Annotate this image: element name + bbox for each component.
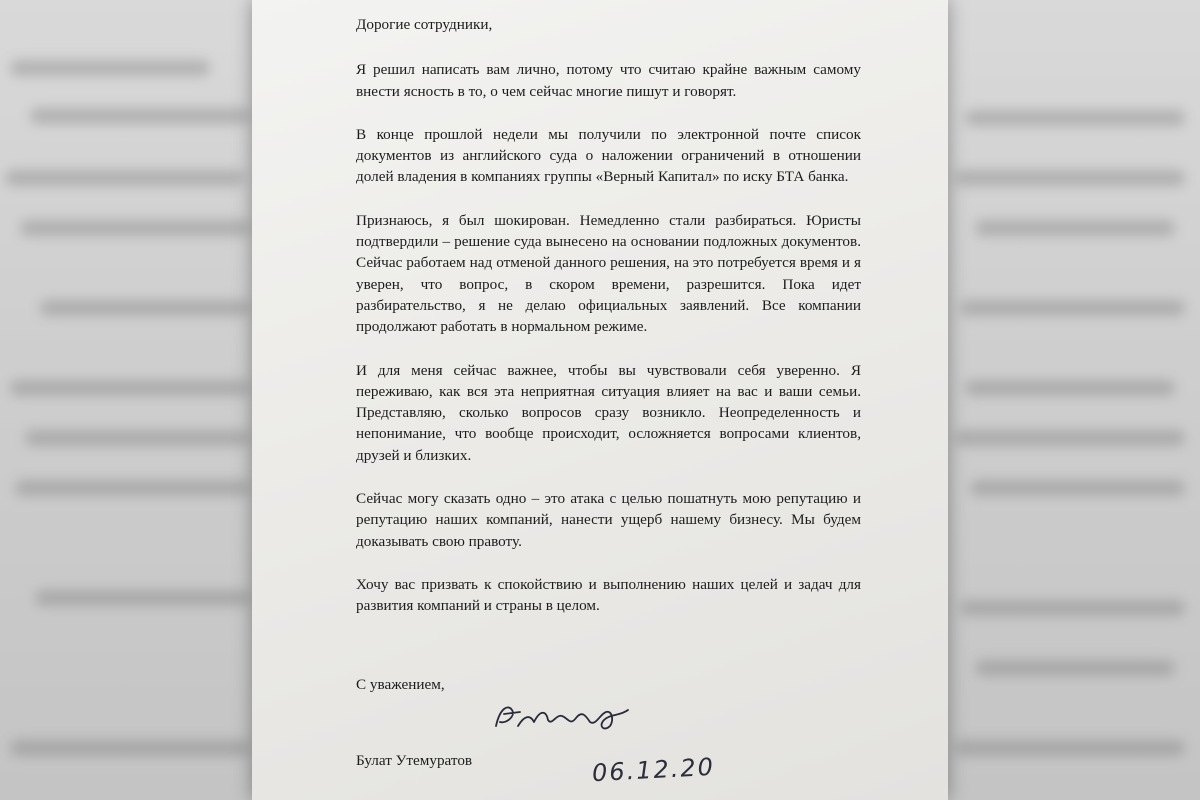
letter-paragraph-4: И для меня сейчас важнее, чтобы вы чувствовали себя уверенно. Я переживаю, как вся эта неприятная ситуация влияет на вас и ваши семьи. Представляю, сколько вопросов сразу возникло. Неопределенность и непонимание, что вообще происходит, осложняется вопросами клиентов, друзей и близких. xyxy=(356,361,861,464)
letter-closing: С уважением, xyxy=(356,676,445,693)
letter-paragraph-1: Я решил написать вам лично, потому что считаю крайне важным самому внести ясность в то, о чем сейчас многие пишут и говорят. xyxy=(356,61,861,100)
letter-paragraph-5: Сейчас могу сказать одно – это атака с целью пошатнуть мою репутацию и репутацию наших компаний, нанести ущерб нашему бизнесу. Мы будем доказывать свою правоту. xyxy=(356,490,861,550)
handwritten-signature xyxy=(490,696,640,736)
letter-paragraph-2: В конце прошлой недели мы получили по электронной почте список документов из английского суда о наложении ограничений в отношении долей владения в компаниях группы «Верный Капитал» по иску БТА банка. xyxy=(356,125,861,186)
blurred-background-right xyxy=(945,0,1200,800)
letter-body xyxy=(356,14,861,639)
blurred-background-left xyxy=(0,0,260,800)
handwritten-date: 06.12.20 xyxy=(591,752,716,788)
signer-name: Булат Утемуратов xyxy=(356,752,473,769)
letter-greeting: Дорогие сотрудники, xyxy=(356,16,493,33)
letter-page xyxy=(252,0,948,800)
letter-paragraph-6: Хочу вас призвать к спокойствию и выполнению наших целей и задач для развития компаний и страны в целом. xyxy=(356,575,861,615)
letter-paragraph-3: Признаюсь, я был шокирован. Немедленно стали разбираться. Юристы подтвердили – решение суда вынесено на основании подложных документов. Сейчас работаем над отменой данного решения, на это потребуется время и я уверен, что вопрос, в скором времени, разрешится. Пока идет разбирательство, я не делаю официальных заявлений. Все компании продолжают работать в нормальном режиме. xyxy=(356,211,861,336)
